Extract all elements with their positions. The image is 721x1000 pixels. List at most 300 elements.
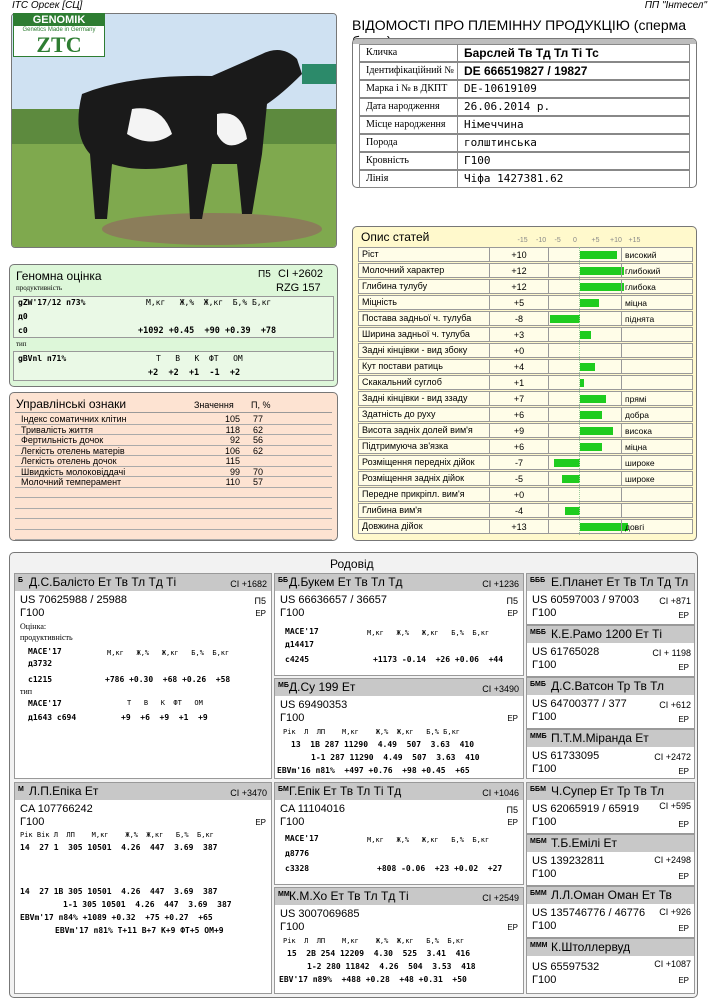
cols: М,кг Ж,% Ж,кг Б,% Б,кг xyxy=(107,649,230,657)
id-row xyxy=(359,152,690,170)
pos-label: Б xyxy=(18,577,24,584)
linear-row xyxy=(358,327,693,342)
ci-value: CI +3470 xyxy=(230,788,267,798)
blood: Г100 xyxy=(532,868,557,880)
score-bar xyxy=(580,443,602,451)
linear-row xyxy=(358,471,693,486)
record-row: EBV'17 п89% +488 +0.28 +48 +0.31 +50 xyxy=(279,975,467,984)
id-row xyxy=(359,44,690,62)
cols: М,кг Ж,% Ж,кг Б,% Б,кг xyxy=(367,629,490,637)
trait-name: Задні кінцівки - вид ззаду xyxy=(362,393,468,403)
blood: Г100 xyxy=(532,920,557,932)
trait-name: Скакальний суглоб xyxy=(362,377,442,387)
animal-id: US 135746776 / 46776 xyxy=(532,907,646,919)
score-bar xyxy=(580,331,591,339)
ggs-box xyxy=(526,886,695,938)
trait-reliability: 62 xyxy=(253,445,264,456)
linear-row xyxy=(358,503,693,518)
scale-tick: +5 xyxy=(591,237,600,244)
ep: ЕР xyxy=(678,715,689,724)
record-row: EBVm'17 п81% Т+11 В+7 К+9 ФТ+5 ОМ+9 xyxy=(55,926,224,935)
ci-value: CI +595 xyxy=(659,801,691,811)
linear-row xyxy=(358,375,693,390)
animal-name: П.Т.М.Міранда Ет xyxy=(551,731,649,745)
id-value: DE-10619109 xyxy=(464,82,537,95)
genomik-logo xyxy=(13,13,105,57)
linear-panel xyxy=(352,226,697,541)
trait-score: +9 xyxy=(489,424,549,437)
linear-row xyxy=(358,519,693,534)
pedigree-panel xyxy=(9,552,698,998)
blood: Г100 xyxy=(280,607,305,619)
trait-score: +6 xyxy=(489,440,549,453)
blood: Г100 xyxy=(280,712,305,724)
zero-line xyxy=(579,247,580,535)
score-bar xyxy=(550,315,580,323)
management-row xyxy=(15,414,332,425)
c-value: с4245 xyxy=(285,655,310,664)
id-key: Порода xyxy=(360,135,458,151)
id-row xyxy=(359,62,690,80)
ci-value: CI +1682 xyxy=(230,579,267,589)
animal-name: Д.Су 199 Ет xyxy=(289,680,356,694)
ggs-box xyxy=(526,782,695,834)
linear-row xyxy=(358,311,693,326)
management-row xyxy=(15,488,332,499)
mace: MACE'17 xyxy=(28,699,62,708)
trait-score: -4 xyxy=(489,504,549,517)
trait-score: +12 xyxy=(489,280,549,293)
cols: Рік Вік Л ЛП М,кг Ж,% Ж,кг Б,% Б,кг xyxy=(20,831,214,839)
cols: Т В К ФТ ОМ xyxy=(127,699,203,707)
ci-value: CI +2498 xyxy=(654,855,691,865)
management-row xyxy=(15,477,332,488)
pos-label: БМБ xyxy=(530,681,546,688)
animal-id: US 70625988 / 25988 xyxy=(20,594,128,606)
record-row: 14 27 1В 305 10501 4.26 447 3.69 387 xyxy=(20,887,218,896)
genomic-sub1: продуктивність xyxy=(16,284,63,292)
cols: М,кг Ж,% Ж,кг Б,% Б,кг xyxy=(367,836,490,844)
id-row xyxy=(359,80,690,98)
blood: Г100 xyxy=(20,607,45,619)
pos-label: ББ xyxy=(278,577,289,584)
linear-row xyxy=(358,359,693,374)
linear-row xyxy=(358,423,693,438)
paternal-granddam-box xyxy=(274,678,524,779)
ci-value: CI +2472 xyxy=(654,752,691,762)
score-bar xyxy=(554,459,580,467)
animal-id: US 139232811 xyxy=(532,855,605,867)
pos-label: МБМ xyxy=(530,838,547,845)
ggs-box xyxy=(526,834,695,886)
pedigree-title: Родовід xyxy=(330,557,374,571)
trait-score: +0 xyxy=(489,488,549,501)
pos-label: БМ xyxy=(278,786,289,793)
ggs-box xyxy=(526,573,695,625)
id-value: Чіфа 1427381.62 xyxy=(464,172,564,185)
genomic-rzg: RZG 157 xyxy=(276,282,321,294)
blood: Г100 xyxy=(280,816,305,828)
animal-name: Ч.Супер Ет Тр Тв Тл xyxy=(551,784,664,798)
trait-name: Ріст xyxy=(362,249,379,259)
trait-comment xyxy=(621,344,693,357)
trait-score: -8 xyxy=(489,312,549,325)
linear-row xyxy=(358,295,693,310)
trait-score: +4 xyxy=(489,360,549,373)
blood: Г100 xyxy=(532,974,557,986)
trait-score: +6 xyxy=(489,408,549,421)
ep: ЕР xyxy=(507,923,518,932)
genomic-row1-label: gZW'17/12 п73% xyxy=(18,298,86,307)
id-row xyxy=(359,134,690,152)
header-left: ІТС Орсек [СЦ] xyxy=(12,0,83,11)
identity-panel xyxy=(352,38,697,188)
trait-name: Кут постави ратиць xyxy=(362,361,443,371)
ggs-box xyxy=(526,677,695,729)
trait-name: Постава задньої ч. тулуба xyxy=(362,313,472,323)
trait-value: 92 xyxy=(229,435,240,445)
mace: MACE'17 xyxy=(285,834,319,843)
logo-text: GENOMIK xyxy=(14,14,104,26)
type-values: +9 +6 +9 +1 +9 xyxy=(121,713,208,722)
id-row xyxy=(359,170,690,188)
dc-value: д1643 с694 xyxy=(28,713,77,722)
id-row xyxy=(359,98,690,116)
trait-name: Швидкість молоковіддачі xyxy=(21,466,126,477)
id-value: Г100 xyxy=(464,154,491,167)
id-value: Барслей Тв Тд Тл Ті Тс xyxy=(464,46,599,60)
blood: Г100 xyxy=(20,816,45,828)
p-label: П5 xyxy=(506,596,518,606)
management-row xyxy=(15,498,332,509)
d-value: д3732 xyxy=(28,659,53,668)
record-row: 14 27 1 305 10501 4.26 447 3.69 387 xyxy=(20,843,218,852)
genomic-row2-label: gBVnl п71% xyxy=(18,354,67,363)
management-row xyxy=(15,425,332,436)
trait-name: Тривалість життя xyxy=(21,424,93,435)
trait-comment: міцна xyxy=(621,440,693,453)
trait-reliability: 57 xyxy=(253,477,264,487)
pos-label: ББМ xyxy=(530,786,546,793)
trait-name: Розміщення задніх дійок xyxy=(362,473,465,483)
id-key: Місце народження xyxy=(360,117,458,133)
genomic-title: Геномна оцінка xyxy=(16,269,102,283)
id-key: Кровність xyxy=(360,153,458,169)
logo-tagline: Genetics Made in Germany xyxy=(22,27,96,33)
linear-title: Опис статей xyxy=(361,230,430,244)
trait-comment: глибокий xyxy=(621,264,693,277)
animal-name: Г.Епік Ет Тв Тл Ті Тд xyxy=(289,784,402,798)
cols: Рік Л ЛП М,кг Ж,% Ж,кг Б,% Б,кг xyxy=(283,937,465,945)
blood: Г100 xyxy=(532,607,557,619)
pos-label: МММ xyxy=(530,942,548,949)
trait-name: Довжина дійок xyxy=(362,521,423,531)
id-key: Дата народження xyxy=(360,99,458,115)
trait-comment: прямі xyxy=(621,392,693,405)
scale-tick: -15 xyxy=(517,237,528,244)
genomic-cols2: Т В К ФТ ОМ xyxy=(156,354,243,363)
trait-comment: міцна xyxy=(621,296,693,309)
genomic-ci: CI +2602 xyxy=(278,268,323,280)
p-label: П5 xyxy=(506,805,518,815)
trait-name: Фертильність дочок xyxy=(21,435,104,445)
record-row: 1-2 280 11842 4.26 504 3.53 418 xyxy=(307,962,476,971)
c-values: +808 -0.06 +23 +0.02 +27 xyxy=(377,864,503,873)
animal-id: US 61733095 xyxy=(532,750,600,762)
paternal-grandsire-box xyxy=(274,573,524,676)
trait-score: +1 xyxy=(489,376,549,389)
trait-name: Індекс соматичних клітин xyxy=(21,414,127,424)
linear-row xyxy=(358,247,693,262)
trait-comment: висока xyxy=(621,424,693,437)
pos-label: БББ xyxy=(530,577,546,584)
linear-row xyxy=(358,487,693,502)
trait-value: 110 xyxy=(225,477,240,487)
trait-value: 106 xyxy=(224,445,240,456)
ggs-box xyxy=(526,625,695,677)
linear-row xyxy=(358,343,693,358)
cols: Рік Л ЛП М,кг Ж,% Ж,кг Б,% Б,кг xyxy=(283,728,461,736)
pos-label: МБ xyxy=(278,682,289,689)
animal-name: К.Е.Рамо 1200 Ет Ті xyxy=(551,627,663,641)
genomic-c0: с0 xyxy=(18,326,28,335)
ci-value: CI +612 xyxy=(659,700,691,710)
id-value: DE 666519827 / 19827 xyxy=(464,64,588,78)
blood: Г100 xyxy=(280,921,305,933)
trait-value: 115 xyxy=(225,456,240,466)
linear-row xyxy=(358,263,693,278)
trait-reliability: 56 xyxy=(253,435,264,445)
blood: Г100 xyxy=(532,816,557,828)
blood: Г100 xyxy=(532,659,557,671)
linear-row xyxy=(358,391,693,406)
trait-score: +0 xyxy=(489,344,549,357)
trait-comment xyxy=(621,328,693,341)
trait-value: 118 xyxy=(225,424,240,435)
record-row: EBVm'16 п81% +497 +0.76 +98 +0.45 +65 xyxy=(277,766,470,775)
trait-name: Ширина задньої ч. тулуба xyxy=(362,329,470,339)
label: продуктивність xyxy=(20,633,73,642)
trait-comment: добра xyxy=(621,408,693,421)
management-row xyxy=(15,435,332,446)
id-key: Марка і № в ДКПТ xyxy=(360,81,458,97)
management-title: Управлінські ознаки xyxy=(16,397,127,411)
score-bar xyxy=(580,251,617,259)
id-row xyxy=(359,116,690,134)
trait-value: 105 xyxy=(224,414,240,424)
animal-name: Л.П.Епіка Ет xyxy=(29,784,99,798)
management-row xyxy=(15,456,332,467)
linear-row xyxy=(358,407,693,422)
id-value: голштинська xyxy=(464,136,537,149)
trait-name: Глибина вим'я xyxy=(362,505,422,515)
score-bar xyxy=(580,379,584,387)
dam-box xyxy=(14,782,272,994)
trait-score: +7 xyxy=(489,392,549,405)
d-value: д8776 xyxy=(285,849,310,858)
animal-name: Д.Букем Ет Тв Тл Тд xyxy=(289,575,403,589)
trait-comment: довгі xyxy=(621,520,693,533)
trait-name: Легкість отелень матерів xyxy=(21,445,125,456)
trait-reliability: 70 xyxy=(253,466,264,477)
ci-value: CI + 1198 xyxy=(652,648,691,658)
animal-id: CA 11104016 xyxy=(280,803,346,815)
c-value: с1215 xyxy=(28,675,53,684)
trait-name: Передне прикріпл. вим'я xyxy=(362,489,465,499)
animal-name: Д.С.Балісто Ет Тв Тл Тд Ті xyxy=(29,575,177,589)
linear-row xyxy=(358,279,693,294)
trait-name: Підтримуюча зв'язка xyxy=(362,441,449,451)
p-label: П5 xyxy=(254,596,266,606)
mace: MACE'17 xyxy=(285,627,319,636)
animal-id: US 3007069685 xyxy=(280,908,360,920)
blood: Г100 xyxy=(532,711,557,723)
trait-comment xyxy=(621,360,693,373)
ci-value: CI +1046 xyxy=(482,788,519,798)
ep: ЕР xyxy=(507,818,518,827)
animal-name: Е.Планет Ет Тв Тл Тд Тл xyxy=(551,575,689,589)
ep: ЕР xyxy=(678,924,689,933)
ci-value: CI +926 xyxy=(659,907,691,917)
animal-id: CA 107766242 xyxy=(20,803,93,815)
genomic-c0-values: +1092 +0.45 +90 +0.39 +78 xyxy=(138,326,277,336)
trait-comment: широке xyxy=(621,472,693,485)
trait-comment: широке xyxy=(621,456,693,469)
trait-comment: глибока xyxy=(621,280,693,293)
header-right: ПП "Інтесел" xyxy=(644,0,707,11)
trait-score: +13 xyxy=(489,520,549,533)
linear-row xyxy=(358,455,693,470)
trait-score: +12 xyxy=(489,264,549,277)
c-values: +1173 -0.14 +26 +0.06 +44 xyxy=(373,655,504,664)
animal-id: US 69490353 xyxy=(280,699,348,711)
trait-name: Міцність xyxy=(362,297,397,307)
trait-name: Молочний характер xyxy=(362,265,445,275)
ep: ЕР xyxy=(678,976,689,985)
trait-comment xyxy=(621,504,693,517)
score-bar xyxy=(580,411,602,419)
ci-value: CI +871 xyxy=(659,596,691,606)
trait-name: Молочний темперамент xyxy=(21,477,122,487)
ci-value: CI +1236 xyxy=(482,579,519,589)
genomic-panel xyxy=(9,264,338,387)
trait-value: 99 xyxy=(229,466,240,477)
trait-comment xyxy=(621,488,693,501)
management-row xyxy=(15,530,332,541)
score-bar xyxy=(562,475,581,483)
id-key: Ідентифікаційний № xyxy=(360,63,458,79)
animal-id: US 60597003 / 97003 xyxy=(532,594,640,606)
animal-id: US 64700377 / 377 xyxy=(532,698,627,710)
animal-id: US 66636657 / 36657 xyxy=(280,594,388,606)
record-row: 15 2В 254 12209 4.30 525 3.41 416 xyxy=(287,949,471,958)
ggs-box xyxy=(526,729,695,779)
score-bar xyxy=(580,299,599,307)
scale-tick: -5 xyxy=(554,237,561,244)
ep: ЕР xyxy=(678,767,689,776)
animal-id: US 65597532 xyxy=(532,961,600,973)
management-row xyxy=(15,509,332,520)
id-value: 26.06.2014 р. xyxy=(464,100,551,113)
id-value: Німеччина xyxy=(464,118,524,131)
trait-name: Розміщення передніх дійок xyxy=(362,457,475,467)
record-row: 13 1В 287 11290 4.49 507 3.63 410 xyxy=(291,740,475,749)
logo-mark: ZTC xyxy=(36,32,82,57)
ep: ЕР xyxy=(507,609,518,618)
management-panel xyxy=(9,392,338,541)
animal-name: Д.С.Ватсон Тр Тв Тл xyxy=(551,679,664,693)
trait-reliability: 77 xyxy=(253,414,264,424)
trait-name: Легкість отелень дочок xyxy=(21,456,117,466)
management-row xyxy=(15,467,332,478)
score-bar xyxy=(565,507,580,515)
scale-tick: 0 xyxy=(573,237,577,244)
record-row: 1-1 305 10501 4.26 447 3.69 387 xyxy=(63,900,232,909)
label: Оцінка: xyxy=(20,622,47,631)
ci-value: CI +3490 xyxy=(482,684,519,694)
management-row xyxy=(15,446,332,457)
score-bar xyxy=(580,395,606,403)
management-col2: П, % xyxy=(251,400,271,410)
record-row: 1-1 287 11290 4.49 507 3.63 410 xyxy=(311,753,480,762)
ep: ЕР xyxy=(678,820,689,829)
trait-name: Здатність до руху xyxy=(362,409,436,419)
ep: ЕР xyxy=(255,609,266,618)
trait-comment: високий xyxy=(621,248,693,261)
maternal-granddam-box xyxy=(274,887,524,994)
genomic-cols1: М,кг Ж,% Ж,кг Б,% Б,кг xyxy=(146,298,272,307)
ep: ЕР xyxy=(678,872,689,881)
score-bar xyxy=(580,427,613,435)
animal-id: US 62065919 / 65919 xyxy=(532,803,640,815)
trait-score: -5 xyxy=(489,472,549,485)
trait-name: Глибина тулубу xyxy=(362,281,428,291)
c-value: с3328 xyxy=(285,864,310,873)
scale-tick: +10 xyxy=(610,237,622,244)
trait-name: Задні кінцівки - вид збоку xyxy=(362,345,468,355)
ci-value: CI +2549 xyxy=(482,893,519,903)
linear-row xyxy=(358,439,693,454)
blood: Г100 xyxy=(532,763,557,775)
id-key: Кличка xyxy=(360,45,458,61)
ggs-box xyxy=(526,938,695,994)
management-col1: Значення xyxy=(194,400,234,410)
trait-name: Висота задніх долей вим'я xyxy=(362,425,473,435)
animal-name: Л.Л.Оман Оман Ет Тв xyxy=(551,888,672,902)
trait-comment: піднята xyxy=(621,312,693,325)
trait-score: +3 xyxy=(489,328,549,341)
trait-score: +10 xyxy=(489,248,549,261)
ep: ЕР xyxy=(678,663,689,672)
score-bar xyxy=(580,363,595,371)
record-row: EBVm'17 п84% +1089 +0.32 +75 +0.27 +65 xyxy=(20,913,213,922)
mace: MACE'17 xyxy=(28,647,62,656)
genomic-d0: д0 xyxy=(18,312,28,321)
ep: ЕР xyxy=(678,611,689,620)
maternal-grandsire-box xyxy=(274,782,524,885)
animal-name: К.М.Хо Ет Тв Тл Тд Ті xyxy=(289,889,409,903)
pos-label: МББ xyxy=(530,629,546,636)
genomic-p: П5 xyxy=(258,269,271,280)
ep: ЕР xyxy=(507,714,518,723)
pos-label: ММБ xyxy=(530,733,547,740)
score-bar xyxy=(580,267,624,275)
pos-label: ММ xyxy=(278,891,290,898)
management-row xyxy=(15,519,332,530)
trait-score: +5 xyxy=(489,296,549,309)
c-values: +786 +0.30 +68 +0.26 +58 xyxy=(105,675,231,684)
pos-label: М xyxy=(18,786,24,793)
